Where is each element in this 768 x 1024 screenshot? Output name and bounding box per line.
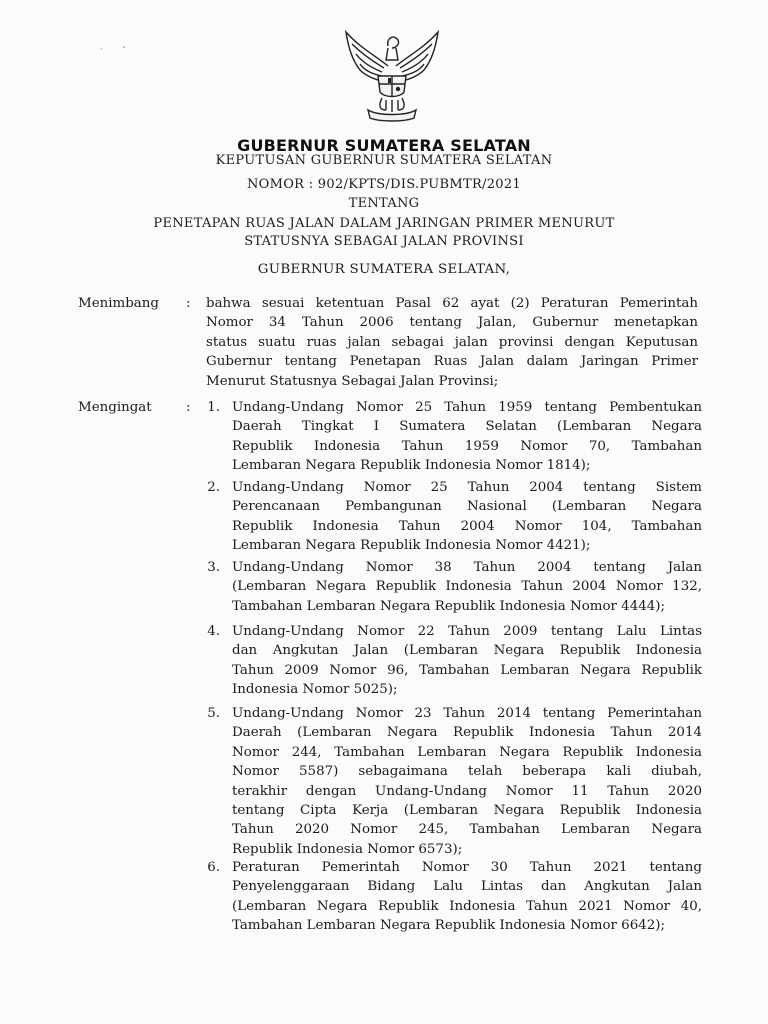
text-line: Undang-Undang Nomor 25 Tahun 2004 tentang Sistem xyxy=(232,480,702,495)
list-item-number: 3. xyxy=(207,560,220,575)
text-line: Penyelenggaraan Bidang Lalu Lintas dan Angkutan Jalan xyxy=(232,879,702,895)
decree-number: NOMOR : 902/KPTS/DIS.PUBMTR/2021 xyxy=(246,177,522,192)
text-line: dan Angkutan Jalan (Lembaran Negara Republik Indonesia xyxy=(232,643,702,659)
text-line: Undang-Undang Nomor 23 Tahun 2014 tentang Pemerintahan xyxy=(232,706,702,721)
menimbang-label: Menimbang xyxy=(78,296,159,311)
text-line: Lembaran Negara Republik Indonesia Nomor 4421); xyxy=(232,538,591,554)
text-line: (Lembaran Negara Republik Indonesia Tahun 2004 Nomor 132, xyxy=(232,579,702,595)
text-line: terakhir dengan Undang-Undang Nomor 11 Tahun 2020 xyxy=(232,783,702,799)
list-item-number: 4. xyxy=(207,624,220,639)
text-line: Nomor 34 Tahun 2006 tentang Jalan, Gubernur menetapkan xyxy=(206,315,698,331)
text-line: Daerah Tingkat I Sumatera Selatan (Lembaran Negara xyxy=(232,419,702,435)
mengingat-label: Mengingat xyxy=(78,400,152,415)
text-line: Tahun 2009 Nomor 96, Tambahan Lembaran Negara Republik xyxy=(232,662,702,678)
subject-line-1: PENETAPAN RUAS JALAN DALAM JARINGAN PRIMER MENURUT xyxy=(153,216,615,231)
text-line: Republik Indonesia Tahun 1959 Nomor 70, Tambahan xyxy=(232,438,702,454)
text-line: Tambahan Lembaran Negara Republik Indonesia Nomor 6642); xyxy=(232,918,665,934)
text-line: Republik Indonesia Tahun 2004 Nomor 104, Tambahan xyxy=(232,518,702,534)
governor-title: GUBERNUR SUMATERA SELATAN xyxy=(237,136,531,155)
list-item-number: 2. xyxy=(207,480,220,495)
text-line: Daerah (Lembaran Negara Republik Indonesia Tahun 2014 xyxy=(232,725,702,741)
garuda-emblem-icon xyxy=(338,26,446,122)
scan-specks: · ' xyxy=(100,45,126,54)
list-item-number: 1. xyxy=(207,400,220,415)
text-line: Undang-Undang Nomor 25 Tahun 1959 tentang Pembentukan xyxy=(232,400,702,415)
about-heading: TENTANG xyxy=(348,196,420,211)
text-line: Peraturan Pemerintah Nomor 30 Tahun 2021 tentang xyxy=(232,860,702,875)
text-line: Undang-Undang Nomor 38 Tahun 2004 tentang Jalan xyxy=(232,560,702,575)
text-line: Menurut Statusnya Sebagai Jalan Provinsi; xyxy=(206,373,499,389)
issuer-line: GUBERNUR SUMATERA SELATAN, xyxy=(257,262,511,277)
text-line: Indonesia Nomor 5025); xyxy=(232,682,398,698)
list-item-number: 5. xyxy=(207,706,220,721)
text-line: (Lembaran Negara Republik Indonesia Tahun 2021 Nomor 40, xyxy=(232,898,702,914)
decree-title: KEPUTUSAN GUBERNUR SUMATERA SELATAN xyxy=(215,153,553,168)
text-line: Undang-Undang Nomor 22 Tahun 2009 tentang Lalu Lintas xyxy=(232,624,702,639)
subject-line-2: STATUSNYA SEBAGAI JALAN PROVINSI xyxy=(244,234,524,249)
text-line: Gubernur tentang Penetapan Ruas Jalan dalam Jaringan Primer xyxy=(206,354,698,370)
text-line: Tambahan Lembaran Negara Republik Indonesia Nomor 4444); xyxy=(232,598,665,614)
text-line: Nomor 244, Tambahan Lembaran Negara Republik Indonesia xyxy=(232,744,702,760)
text-line: Lembaran Negara Republik Indonesia Nomor 1814); xyxy=(232,458,591,474)
text-line: Perencanaan Pembangunan Nasional (Lembaran Negara xyxy=(232,499,702,515)
list-item-number: 6. xyxy=(207,860,220,875)
text-line: Tahun 2020 Nomor 245, Tambahan Lembaran Negara xyxy=(232,822,702,838)
text-line: status suatu ruas jalan sebagai jalan provinsi dengan Keputusan xyxy=(206,334,698,350)
text-line: bahwa sesuai ketentuan Pasal 62 ayat (2) Peraturan Pemerintah xyxy=(206,296,698,311)
text-line: Nomor 5587) sebagaimana telah beberapa kali diubah, xyxy=(232,764,702,780)
text-line: tentang Cipta Kerja (Lembaran Negara Republik Indonesia xyxy=(232,803,702,818)
mengingat-colon: : xyxy=(186,400,191,415)
menimbang-colon: : xyxy=(186,296,191,311)
text-line: Republik Indonesia Nomor 6573); xyxy=(232,841,463,857)
